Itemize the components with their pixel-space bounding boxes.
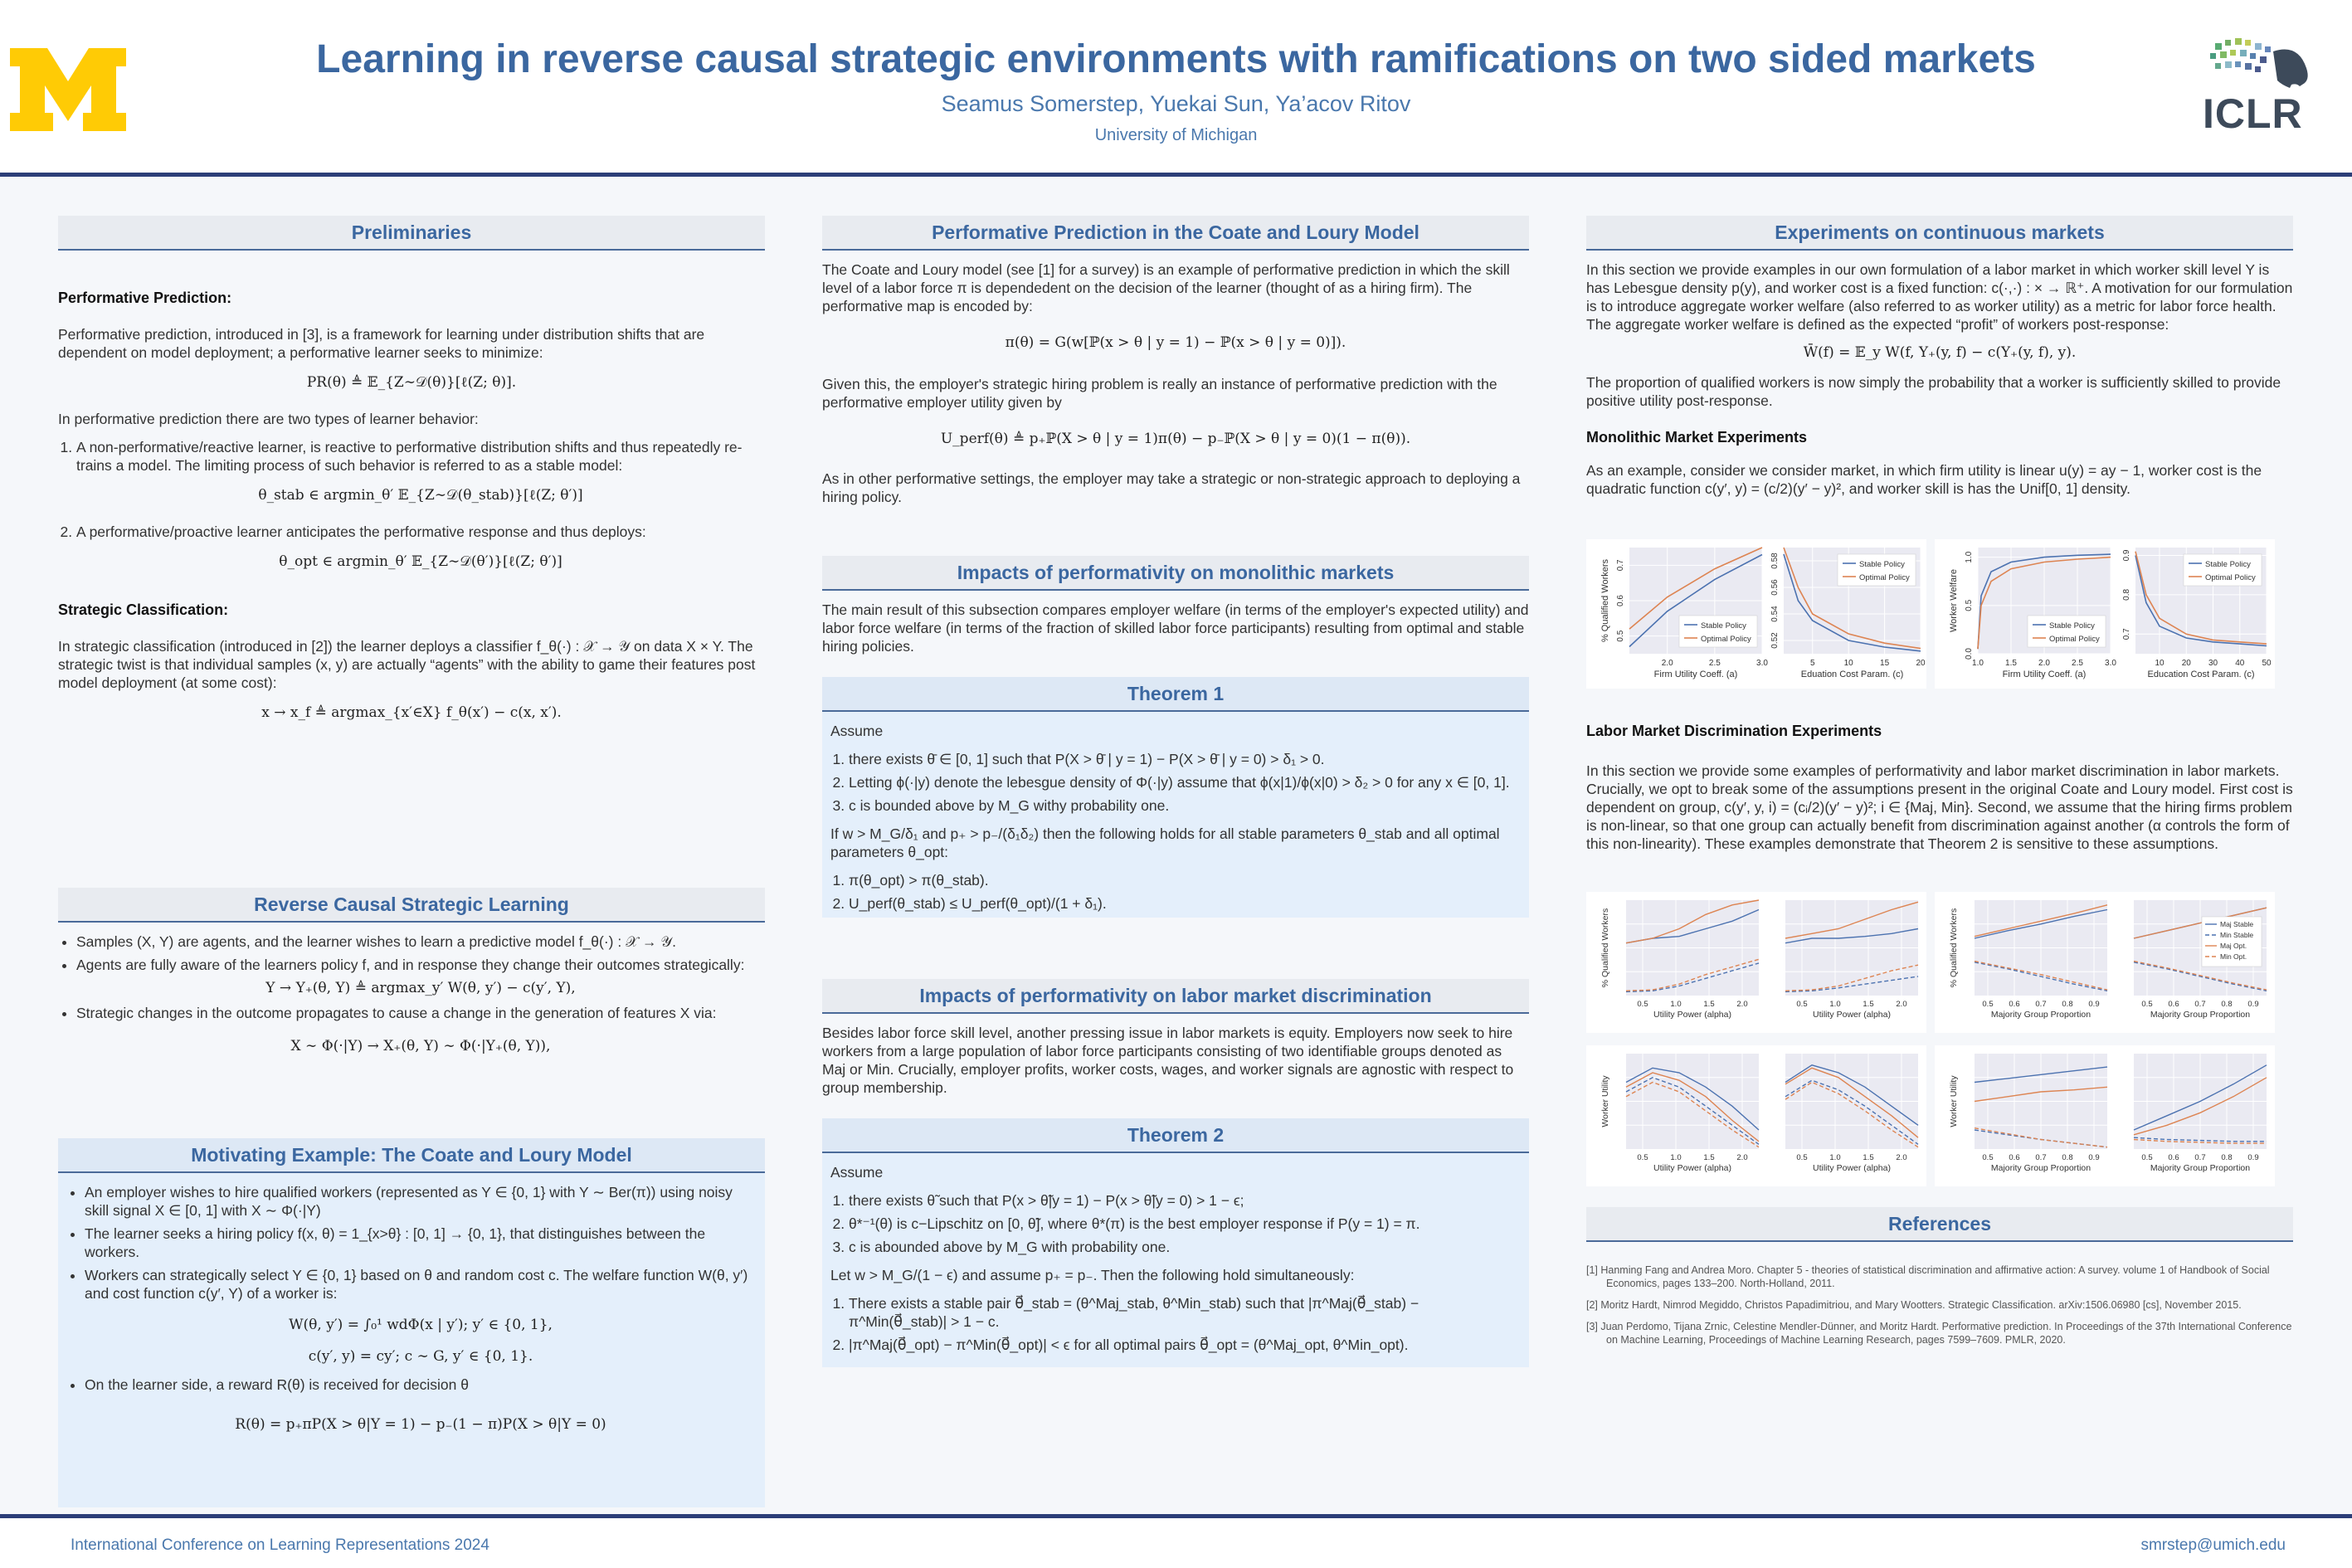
legend-label: Stable Policy xyxy=(2205,560,2251,569)
equation: PR(θ) ≜ 𝔼_{Z∼𝒟(θ)}[ℓ(Z; θ)]. xyxy=(306,374,517,391)
x-axis-label: Majority Group Proportion xyxy=(1990,1163,2091,1173)
legend-label: Min Opt. xyxy=(2220,952,2247,961)
equation: Y → Y₊(θ, Y) ≜ argmax_y′ W(θ, y′) − c(y′, Y), xyxy=(265,980,576,996)
section-title: Reverse Causal Strategic Learning xyxy=(58,888,765,923)
x-tick-label: 2.0 xyxy=(1661,659,1673,668)
list-item-text: On the learner side, a reward R(θ) is received for decision θ xyxy=(85,1376,469,1393)
authors: Seamus Somerstep, Yuekai Sun, Ya’acov Ritov xyxy=(941,91,1411,116)
theorem-1-box xyxy=(822,677,1529,918)
y-tick-label: 0.0 xyxy=(1965,648,1974,660)
list-item: 2. U_perf(θ_stab) ≤ U_perf(θ_opt)/(1 + δ₁). xyxy=(849,894,1521,913)
section-title: Motivating Example: The Coate and Loury Model xyxy=(58,1138,765,1173)
equation: θ_stab ∈ argmin_θ′ 𝔼_{Z∼𝒟(θ_stab)}[ℓ(Z; θ′)] xyxy=(258,487,583,504)
legend-label: Maj Opt. xyxy=(2220,942,2247,950)
paragraph: Besides labor force skill level, another pressing issue in labor markets is equity. Employers now seek to hire workers from a large population of labor force participants consisting of two identifiable groups denoted as Maj or Min. Crucially, employer profits, worker costs, wages, and worker signals are agnostic with respect to group membership. xyxy=(822,1025,1514,1096)
y-axis-label: % Qualified Workers xyxy=(1949,908,1959,988)
x-tick-label: 2.5 xyxy=(2072,659,2083,668)
university-of-michigan-logo xyxy=(10,48,126,131)
x-tick-label: 50 xyxy=(2262,659,2272,668)
reference-item: [2] Moritz Hardt, Nimrod Megiddo, Christos Papadimitriou, and Mary Wootters. Strategic Classification. arXiv:1506.06980 [cs], November 2015. xyxy=(1586,1299,2242,1311)
x-tick-label: 0.5 xyxy=(1982,1153,1994,1162)
paragraph: Assume xyxy=(830,1164,884,1181)
equation: U_perf(θ) ≜ p₊ℙ(X > θ | y = 1)π(θ) − p₋ℙ(X > θ | y = 0)(1 − π(θ)). xyxy=(940,431,1411,447)
x-axis-label: Firm Utility Coeff. (a) xyxy=(1653,670,1738,679)
list-item-text: Agents are fully aware of the learners policy f, and in response they change their outcomes strategically: xyxy=(76,957,745,973)
equation: π(θ) = G(w[ℙ(x > θ | y = 1) − ℙ(x > θ | y = 0)]). xyxy=(1005,334,1346,351)
x-axis-label: Utility Power (alpha) xyxy=(1813,1163,1891,1173)
list-item-text: A performative/proactive learner anticipates the performative response and thus deploys: xyxy=(76,523,646,540)
list-item: • Samples (X, Y) are agents, and the learner wishes to learn a predictive model f_θ(·) : 𝒳 → 𝒴. xyxy=(76,933,765,951)
section-title: References xyxy=(1586,1207,2293,1242)
reference-item: [3] Juan Perdomo, Tijana Zrnic, Celestine Mendler-Dünner, and Moritz Hardt. Performative prediction. In Proceedings of the 37th International Conference on Machine Learning, Proceedings of Machine Learning Research, pages 7599–7609. PMLR, 2020. xyxy=(1586,1321,2292,1346)
list-item-text: Strategic changes in the outcome propagates to cause a change in the generation of features X via: xyxy=(76,1005,717,1021)
x-tick-label: 2.5 xyxy=(1708,659,1721,668)
equation: W(θ, y′) = ∫₀¹ wdΦ(x | y′); y′ ∈ {0, 1}, xyxy=(289,1317,553,1333)
paragraph: Let w > M_G/(1 − ϵ) and assume p₊ = p₋. Then the following hold simultaneously: xyxy=(830,1267,1355,1283)
paragraph: In performative prediction there are two types of learner behavior: xyxy=(58,411,479,427)
list-item: 2. Letting ϕ(·|y) denote the lebesgue density of Φ(·|y) assume that ϕ(x|1)/ϕ(x|0) > δ₂ > 0 for any x ∈ [0, 1]. xyxy=(849,773,1521,791)
x-tick-label: 1.5 xyxy=(1703,1000,1715,1009)
x-tick-label: 20 xyxy=(2181,659,2191,668)
x-tick-label: 0.8 xyxy=(2221,1153,2233,1162)
reverse-causal-section xyxy=(58,888,765,1120)
legend-label: Min Stable xyxy=(2220,931,2254,939)
paragraph: In strategic classification (introduced in [2]) the learner deploys a classifier f_θ(·) : 𝒳 → 𝒴 on data X × Y. The strategic twist is that individual samples (x, y) are actually “agents” with the ability to game their features post model deployment (at some cost): xyxy=(58,638,756,691)
equation: x → x_f ≜ argmax_{x′∈X} f_θ(x′) − c(x, x′). xyxy=(261,704,562,721)
y-tick-label: 0.9 xyxy=(2122,549,2131,562)
subheading: Strategic Classification: xyxy=(58,601,229,618)
section-title: Experiments on continuous markets xyxy=(1586,216,2293,251)
y-tick-label: 0.8 xyxy=(2122,588,2131,601)
impact-discrimination-section xyxy=(822,979,1529,1103)
discrimination-charts xyxy=(1586,892,2293,1186)
section-title: Impacts of performativity on labor market discrimination xyxy=(822,979,1529,1014)
list-item: 3. c is abounded above by M_G with probability one. xyxy=(849,1238,1521,1256)
theorem-2-box xyxy=(822,1118,1529,1367)
section-title: Performative Prediction in the Coate and Loury Model xyxy=(822,216,1529,251)
x-axis-label: Majority Group Proportion xyxy=(2150,1010,2251,1020)
x-tick-label: 1.0 xyxy=(1670,1000,1682,1009)
list-item: 1. there exists θ̄ ∈ [0, 1] such that P(X > θ̄ | y = 1) − P(X > θ̄ | y = 0) > δ₁ > 0. xyxy=(849,750,1521,768)
list-item xyxy=(85,1376,757,1434)
x-tick-label: 0.7 xyxy=(2194,1000,2206,1009)
subheading: Performative Prediction: xyxy=(58,290,232,306)
conference-name: International Conference on Learning Representations 2024 xyxy=(71,1536,489,1554)
x-tick-label: 0.5 xyxy=(1796,1153,1808,1162)
list-item: 2. θ*⁻¹(θ) is c−Lipschitz on [0, θ̃], where θ*(π) is the best employer response if P(y = 1) = π. xyxy=(849,1215,1521,1233)
x-tick-label: 1.0 xyxy=(1829,1153,1841,1162)
x-tick-label: 0.7 xyxy=(2035,1153,2047,1162)
x-tick-label: 1.0 xyxy=(1670,1153,1682,1162)
x-tick-label: 0.5 xyxy=(1982,1000,1994,1009)
x-tick-label: 1.5 xyxy=(1863,1153,1874,1162)
pp-coate-loury-section xyxy=(822,216,1529,539)
list-item-text: A non-performative/reactive learner, is reactive to performative distribution shifts and thus repeatedly re-trains a model. The limiting process of such behavior is referred to as a stable model: xyxy=(76,439,743,474)
x-tick-label: 10 xyxy=(2155,659,2165,668)
x-tick-label: 2.0 xyxy=(1896,1000,1907,1009)
x-tick-label: 0.5 xyxy=(2141,1000,2153,1009)
y-tick-label: 0.54 xyxy=(1770,606,1780,622)
y-tick-label: 0.6 xyxy=(1616,595,1625,606)
x-axis-label: Majority Group Proportion xyxy=(2150,1163,2251,1173)
equation: X ∼ Φ(·|Y) → X₊(θ, Y) ∼ Φ(·|Y₊(θ, Y)), xyxy=(290,1038,551,1054)
x-tick-label: 0.9 xyxy=(2088,1000,2100,1009)
legend-label: Stable Policy xyxy=(2049,621,2095,631)
x-tick-label: 0.9 xyxy=(2088,1153,2100,1162)
section-title: Theorem 1 xyxy=(822,677,1529,712)
monolithic-charts xyxy=(1586,539,2293,693)
x-tick-label: 0.9 xyxy=(2247,1000,2259,1009)
legend-label: Optimal Policy xyxy=(1859,573,1910,582)
list-item: 3. c is bounded above by M_G withy probability one. xyxy=(849,796,1521,815)
legend-label: Optimal Policy xyxy=(2049,635,2100,644)
paragraph: As in other performative settings, the employer may take a strategic or non-strategic approach to deploying a hiring policy. xyxy=(822,470,1521,505)
paragraph: The main result of this subsection compares employer welfare (in terms of the employer's expected utility) and labor force welfare (in terms of the fraction of skilled labor force participants) resulting from optimal and stable hiring policies. xyxy=(822,601,1529,655)
x-axis-label: Education Cost Param. (c) xyxy=(2147,670,2255,679)
y-axis-label: Worker Welfare xyxy=(1949,568,1959,633)
paragraph: Performative prediction, introduced in [3], is a framework for learning under distribution shifts that are dependent on model deployment; a performative learner seeks to minimize: xyxy=(58,326,705,361)
x-tick-label: 0.7 xyxy=(2194,1153,2206,1162)
reference-item: [1] Hanming Fang and Andrea Moro. Chapter 5 - theories of statistical discrimination and affirmative action: A survey. volume 1 of Handbook of Social Economics, pages 133–200. North-Holland, 2011. xyxy=(1586,1264,2270,1289)
x-tick-label: 2.0 xyxy=(2038,659,2050,668)
x-tick-label: 0.5 xyxy=(2141,1153,2153,1162)
x-axis-label: Utility Power (alpha) xyxy=(1813,1010,1891,1020)
equation: R(θ) = p₊πP(X > θ|Y = 1) − p₋(1 − π)P(X > θ|Y = 0) xyxy=(235,1416,606,1433)
list-item: 2. |π^Maj(θ⃗_opt) − π^Min(θ⃗_opt)| < ϵ for all optimal pairs θ⃗_opt = (θ^Maj_opt, θ^Min_opt). xyxy=(849,1336,1521,1354)
section-title: Theorem 2 xyxy=(822,1118,1529,1153)
subheading: Monolithic Market Experiments xyxy=(1586,429,1808,446)
x-tick-label: 0.7 xyxy=(2035,1000,2047,1009)
x-axis-label: Utility Power (alpha) xyxy=(1653,1010,1731,1020)
x-tick-label: 0.6 xyxy=(2009,1000,2020,1009)
section-title: Impacts of performativity on monolithic markets xyxy=(822,556,1529,591)
x-tick-label: 1.5 xyxy=(1863,1000,1874,1009)
list-item xyxy=(85,1266,757,1366)
affiliation: University of Michigan xyxy=(1094,126,1258,144)
list-item: • The learner seeks a hiring policy f(x, θ) = 1_{x>θ} : [0, 1] → {0, 1}, that distinguishes between the workers. xyxy=(85,1225,757,1261)
x-tick-label: 2.0 xyxy=(1896,1153,1907,1162)
list-item: 1. there exists θ̃ such that P(x > θ̃|y = 1) − P(x > θ̃|y = 0) > 1 − ϵ; xyxy=(849,1191,1521,1210)
list-item: 1. There exists a stable pair θ⃗_stab = (θ^Maj_stab, θ^Min_stab) such that |π^Maj(θ⃗_stab) − π^Min(θ⃗_stab)| > 1 − c. xyxy=(849,1294,1521,1331)
poster-title: Learning in reverse causal strategic environments with ramifications on two sided markets xyxy=(316,37,2036,81)
references-section xyxy=(1586,1207,2293,1406)
paragraph: As an example, consider we consider market, in which firm utility is linear u(y) = ay − 1, worker cost is the quadratic function c(y′, y) = (c/2)(y′ − y)², and worker skill is has the Unif[0, 1] density. xyxy=(1586,462,2262,497)
legend-label: Optimal Policy xyxy=(2205,573,2256,582)
x-tick-label: 0.5 xyxy=(1637,1000,1648,1009)
footer xyxy=(0,1514,2352,1568)
legend-label: Stable Policy xyxy=(1859,560,1905,569)
x-tick-label: 0.6 xyxy=(2168,1153,2179,1162)
section-title: Preliminaries xyxy=(58,216,765,251)
equation: c(y′, y) = cy′; c ∼ G, y′ ∈ {0, 1}. xyxy=(308,1348,533,1365)
y-tick-label: 0.58 xyxy=(1770,553,1780,569)
x-axis-label: Firm Utility Coeff. (a) xyxy=(2002,670,2087,679)
list-item xyxy=(76,438,765,504)
x-tick-label: 1.5 xyxy=(2005,659,2017,668)
x-tick-label: 1.0 xyxy=(1972,659,1984,668)
list-item: 1. π(θ_opt) > π(θ_stab). xyxy=(849,871,1521,889)
y-axis-label: Worker Utility xyxy=(1600,1075,1610,1127)
iclr-wordmark: ICLR xyxy=(2203,90,2303,137)
legend-label: Optimal Policy xyxy=(1701,635,1751,644)
equation: θ_opt ∈ argmin_θ′ 𝔼_{Z∼𝒟(θ′)}[ℓ(Z; θ′)] xyxy=(279,553,562,570)
list-item xyxy=(76,523,765,571)
paragraph: Given this, the employer's strategic hiring problem is really an instance of performative prediction with the performative employer utility given by xyxy=(822,376,1497,411)
y-axis-label: % Qualified Workers xyxy=(1600,558,1610,643)
x-tick-label: 0.6 xyxy=(2168,1000,2179,1009)
x-axis-label: Eduation Cost Param. (c) xyxy=(1800,670,1904,679)
x-tick-label: 10 xyxy=(1843,659,1853,668)
x-tick-label: 0.8 xyxy=(2062,1153,2073,1162)
paragraph: The Coate and Loury model (see [1] for a survey) is an example of performative prediction in which the skill level of a labor force π is dependedent on the decision of the learner (thought of as a hiring firm). The performative map is encoded by: xyxy=(822,261,1510,314)
header xyxy=(0,0,2352,177)
experiments-section xyxy=(1586,216,2293,1186)
paragraph: The proportion of qualified workers is now simply the probability that a worker is sufficiently skilled to provide positive utility post-response. xyxy=(1586,374,2281,409)
list-item xyxy=(76,1004,765,1055)
preliminaries-section xyxy=(58,216,765,871)
x-tick-label: 40 xyxy=(2235,659,2245,668)
x-tick-label: 0.8 xyxy=(2221,1000,2233,1009)
y-tick-label: 0.5 xyxy=(1965,599,1974,611)
paragraph: In this section we provide some examples of performativity and labor market discrimination in labor markets. Crucially, we opt to break some of the assumptions present in the original Coate and Loury model. First cost is dependent on group, c(y′, y, i) = (cᵢ/2)(y′ − y)²; i ∈ {Maj, Min}. Second, we assume that the hiring firms problem is non-linear, so that one group can actually benefit from discrimination against another (α controls the form of this non-linearity). These examples demonstrate that Theorem 2 is sensitive to these assumptions. xyxy=(1586,762,2293,852)
y-tick-label: 1.0 xyxy=(1965,551,1974,563)
x-tick-label: 1.5 xyxy=(1703,1153,1715,1162)
paragraph: If w > M_G/δ₁ and p₊ > p₋/(δ₁δ₂) then the following holds for all stable parameters θ_stab and all optimal parameters θ_opt: xyxy=(830,825,1500,860)
paragraph: In this section we provide examples in our own formulation of a labor market in which worker skill level Y is has Lebesgue density p(y), and worker cost is a fixed function: c(·,·) : × → ℝ⁺. A motivation for our formulation is to introduce aggregate worker welfare (also referred to as worker utility) as a metric for labor force health. The aggregate worker welfare is defined as the expected “profit” of workers post-response: xyxy=(1586,261,2293,333)
x-tick-label: 20 xyxy=(1916,659,1926,668)
x-tick-label: 0.8 xyxy=(2062,1000,2073,1009)
motivating-example-section xyxy=(58,1138,765,1507)
list-item: • An employer wishes to hire qualified workers (represented as Y ∈ {0, 1} with Y ∼ Ber(π)) using noisy skill signal X ∈ [0, 1] with X ∼ Φ(·|Y) xyxy=(85,1183,757,1220)
x-tick-label: 5 xyxy=(1809,659,1815,668)
y-axis-label: Worker Utility xyxy=(1949,1075,1959,1127)
y-tick-label: 0.7 xyxy=(1616,559,1625,572)
x-tick-label: 0.5 xyxy=(1637,1153,1648,1162)
legend-label: Stable Policy xyxy=(1701,621,1746,631)
impact-monolithic-section xyxy=(822,556,1529,664)
y-tick-label: 0.56 xyxy=(1770,579,1780,596)
x-axis-label: Utility Power (alpha) xyxy=(1653,1163,1731,1173)
x-tick-label: 0.9 xyxy=(2247,1153,2259,1162)
contact-email: smrstep@umich.edu xyxy=(2140,1536,2286,1554)
y-tick-label: 0.5 xyxy=(1616,630,1625,642)
x-tick-label: 2.0 xyxy=(1736,1000,1748,1009)
y-tick-label: 0.7 xyxy=(2122,628,2131,640)
subheading: Labor Market Discrimination Experiments xyxy=(1586,723,1882,739)
x-tick-label: 0.6 xyxy=(2009,1153,2020,1162)
x-tick-label: 0.5 xyxy=(1796,1000,1808,1009)
x-tick-label: 1.0 xyxy=(1829,1000,1841,1009)
x-tick-label: 3.0 xyxy=(2105,659,2116,668)
x-tick-label: 30 xyxy=(2208,659,2218,668)
y-tick-label: 0.52 xyxy=(1770,632,1780,649)
x-tick-label: 15 xyxy=(1880,659,1890,668)
list-item-text: Workers can strategically select Y ∈ {0, 1} based on θ and random cost c. The welfare function W(θ, y′) and cost function c(y′, Y) of a worker is: xyxy=(85,1267,748,1302)
x-axis-label: Majority Group Proportion xyxy=(1990,1010,2091,1020)
list-item xyxy=(76,956,765,997)
equation: W̄(f) = 𝔼_y W(f, Y₊(y, f) − c(Y₊(y, f), y). xyxy=(1803,344,2077,361)
legend-label: Maj Stable xyxy=(2220,920,2254,928)
paragraph: Assume xyxy=(830,723,884,739)
x-tick-label: 3.0 xyxy=(1756,659,1768,668)
y-axis-label: % Qualified Workers xyxy=(1600,908,1610,988)
x-tick-label: 2.0 xyxy=(1736,1153,1748,1162)
